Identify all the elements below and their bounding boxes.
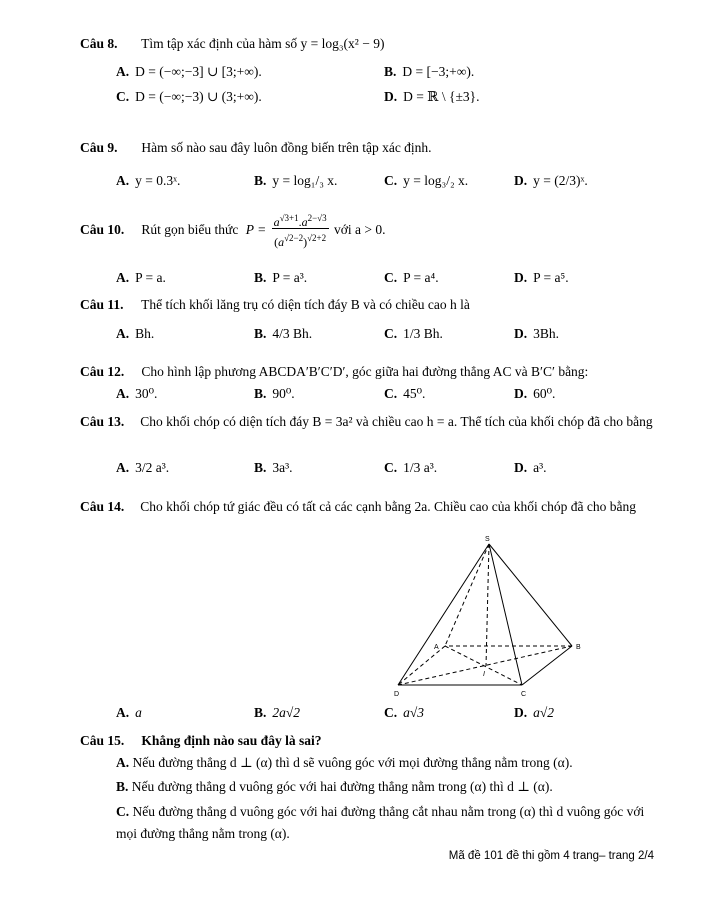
question-label: Câu 9. — [80, 140, 118, 155]
edge-sb — [489, 544, 572, 646]
expression-lhs: P = — [245, 222, 267, 237]
question-text: Khẳng định nào sau đây là sai? — [141, 733, 322, 748]
question-label: Câu 13. — [80, 414, 125, 429]
edge-ad — [398, 646, 445, 685]
option-b[interactable]: B. P = a³. — [254, 270, 308, 285]
question-text-before: Rút gọn biểu thức — [141, 222, 239, 237]
question-label: Câu 11. — [80, 297, 124, 312]
pyramid-figure — [385, 532, 595, 702]
expression-numerator: $a^{√3+1}.a^{2-√3}$ — [273, 213, 327, 229]
statement-a[interactable]: A. Nếu đường thẳng d ⊥ (α) thì d sẽ vuông góc với mọi đường thẳng nằm trong (α). — [116, 755, 573, 770]
question-13 — [80, 411, 655, 432]
statement-b[interactable]: B. Nếu đường thẳng d vuông góc với hai đường thẳng nằm trong (α) thì d ⊥ (α). — [116, 779, 553, 794]
option-d[interactable]: D. P = a⁵. — [514, 270, 569, 285]
option-a[interactable]: A. D = (−∞;−3] ∪ [3;+∞). — [116, 64, 262, 79]
option-a[interactable]: A. y = 0.3ˣ. — [116, 173, 181, 188]
question-14 — [80, 496, 655, 517]
edge-sd — [398, 544, 489, 685]
expression-fraction — [272, 212, 329, 248]
option-d[interactable]: D. 3Bh. — [514, 326, 560, 341]
label-a: A — [434, 644, 439, 651]
question-text: Cho hình lập phương ABCDA′B′C′D′, góc giữa hai đường thẳng AC và B′C′ bằng: — [141, 364, 589, 379]
question-text: Cho khối chóp có diện tích đáy B = 3a² và chiều cao h = a. Thể tích của khối chóp đã cho bằng — [140, 414, 653, 429]
question-11 — [80, 297, 470, 313]
option-a[interactable]: A. P = a. — [116, 270, 166, 285]
option-b[interactable]: B. 4/3 Bh. — [254, 326, 313, 341]
option-a[interactable]: A. 30⁰. — [116, 386, 158, 401]
option-c[interactable]: C. 1/3 a³. — [384, 460, 438, 475]
question-label: Câu 12. — [80, 364, 125, 379]
option-a[interactable]: A. a — [116, 705, 142, 720]
question-text: Tìm tập xác định của hàm số y = log₃(x² − 9) — [141, 36, 385, 51]
option-d[interactable]: D. 60⁰. — [514, 386, 556, 401]
option-c[interactable]: C. 1/3 Bh. — [384, 326, 443, 341]
question-label: Câu 8. — [80, 36, 118, 51]
option-b[interactable]: B. 90⁰. — [254, 386, 295, 401]
option-c[interactable]: C. y = log₃/₂ x. — [384, 173, 469, 188]
question-label: Câu 14. — [80, 499, 125, 514]
option-b[interactable]: B. y = log₁/₃ x. — [254, 173, 338, 188]
expression-denominator: $(a^{√2-2})^{√2+2}$ — [274, 233, 327, 249]
edge-cb — [522, 646, 572, 685]
option-a[interactable]: A. Bh. — [116, 326, 155, 341]
question-text: Cho khối chóp tứ giác đều có tất cả các cạnh bằng 2a. Chiều cao của khối chóp đã cho bằng — [140, 499, 637, 514]
option-d[interactable]: D. y = (2/3)ˣ. — [514, 173, 588, 188]
label-b: B — [576, 644, 581, 651]
question-label: Câu 15. — [80, 733, 125, 748]
question-9 — [80, 140, 432, 156]
question-label: Câu 10. — [80, 222, 125, 237]
question-8 — [80, 36, 384, 52]
option-d[interactable]: D. a³. — [514, 460, 547, 475]
question-12 — [80, 364, 588, 380]
statement-c[interactable]: C. Nếu đường thẳng d vuông góc với hai đường thẳng cắt nhau nằm trong (α) thì d vuông góc với mọi đường thẳng nằm trong (α). — [116, 804, 645, 841]
option-c[interactable]: C. 45⁰. — [384, 386, 426, 401]
option-c[interactable]: C. P = a⁴. — [384, 270, 439, 285]
label-d: D — [394, 691, 400, 698]
option-c[interactable]: C. a√3 — [384, 705, 425, 720]
option-a[interactable]: A. 3/2 a³. — [116, 460, 170, 475]
option-b[interactable]: B. D = [−3;+∞). — [384, 64, 475, 79]
question-15 — [80, 733, 321, 749]
height-si — [486, 544, 489, 666]
page-footer: Mã đề 101 đề thi gồm 4 trang– trang 2/4 — [448, 850, 654, 862]
question-text-after: với a > 0. — [333, 222, 386, 237]
option-c[interactable]: C. D = (−∞;−3) ∪ (3;+∞). — [116, 89, 262, 104]
label-i: I — [483, 671, 485, 678]
option-d[interactable]: D. a√2 — [514, 705, 555, 720]
option-d[interactable]: D. D = ℝ \ {±3}. — [384, 89, 480, 104]
question-10 — [80, 212, 385, 248]
label-s: S — [485, 536, 490, 543]
question-text: Thể tích khối lăng trụ có diện tích đáy B và có chiều cao h là — [141, 297, 470, 312]
question-text: Hàm số nào sau đây luôn đồng biến trên tập xác định. — [141, 140, 432, 155]
label-c: C — [521, 691, 527, 698]
edge-sa — [445, 544, 489, 646]
option-b[interactable]: B. 3a³. — [254, 460, 293, 475]
option-b[interactable]: B. 2a√2 — [254, 705, 301, 720]
diag-db — [398, 646, 572, 685]
